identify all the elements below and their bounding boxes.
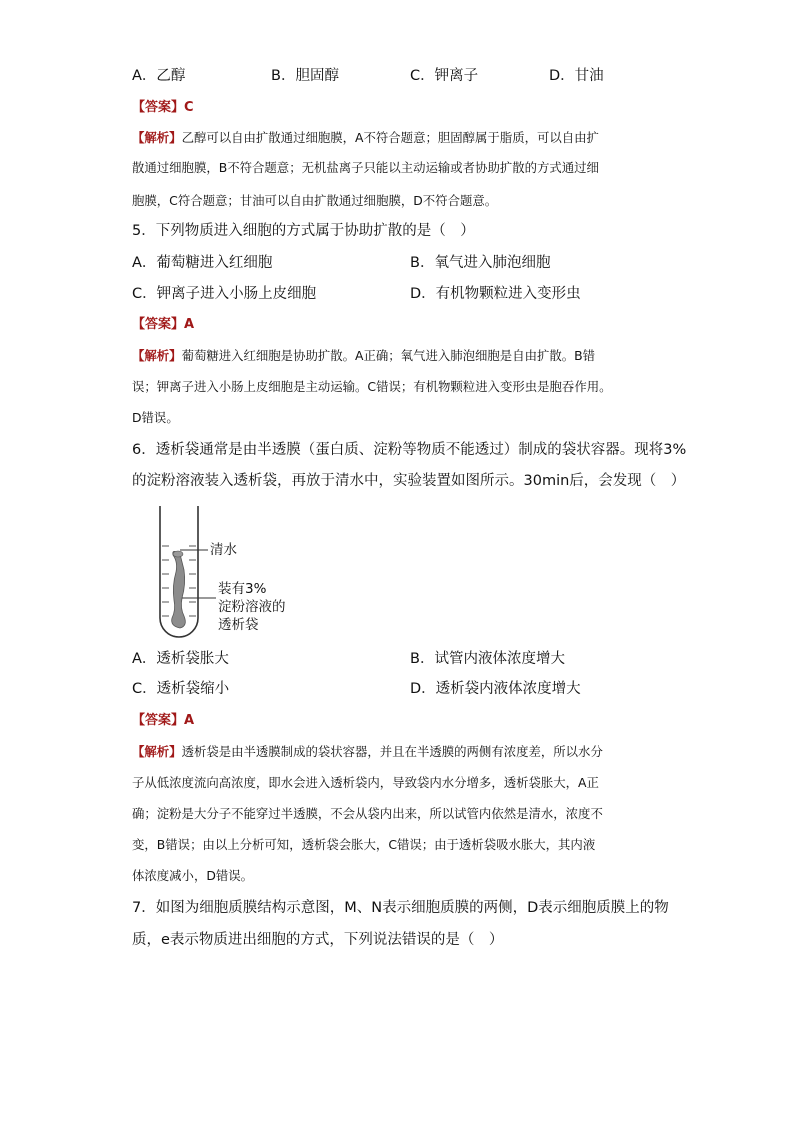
answer-tag: 【答案】 <box>132 713 185 728</box>
answer-value: A <box>184 713 195 728</box>
explanation-tag: 【解析】 <box>132 130 182 145</box>
dialysis-bag-figure <box>150 502 330 640</box>
q4-option-b: B．胆固醇 <box>271 68 339 84</box>
q4-explanation-line-2: 散通过细胞膜，B不符合题意；无机盐离子只能以主动运输或者协助扩散的方式通过细 <box>132 160 599 175</box>
answer-tag: 【答案】 <box>132 317 185 332</box>
q6-explanation-line-2: 子从低浓度流向高浓度，即水会进入透析袋内，导致袋内水分增多，透析袋胀大，A正 <box>132 775 599 790</box>
answer-tag: 【答案】 <box>132 100 185 115</box>
q5-option-b: B．氧气进入肺泡细胞 <box>410 255 551 271</box>
q6-explanation-line-3: 确；淀粉是大分子不能穿过半透膜，不会从袋内出来，所以试管内依然是清水，浓度不 <box>132 806 603 821</box>
q5-option-a: A．葡萄糖进入红细胞 <box>132 255 273 271</box>
dialysis-bag <box>172 551 186 628</box>
q6-stem-line-2: 的淀粉溶液装入透析袋，再放于清水中，实验装置如图所示。30min后，会发现（ ） <box>132 473 686 489</box>
q7-stem-line-2: 质，e表示物质进出细胞的方式，下列说法错误的是（ ） <box>132 932 504 948</box>
q4-option-a: A．乙醇 <box>132 68 186 84</box>
label-bag-line-1: 装有3% <box>218 581 267 597</box>
bag-knot <box>173 551 183 557</box>
explanation-text: 透析袋是由半透膜制成的袋状容器，并且在半透膜的两侧有浓度差，所以水分 <box>181 744 603 759</box>
q6-explanation-line-5: 体浓度减小，D错误。 <box>132 868 254 883</box>
q5-option-d: D．有机物颗粒进入变形虫 <box>410 286 581 302</box>
answer-value: A <box>184 317 195 332</box>
q6-explanation-line-1 <box>132 742 664 762</box>
q6-answer <box>132 711 194 731</box>
explanation-text: 葡萄糖进入红细胞是协助扩散。A正确；氧气进入肺泡细胞是自由扩散。B错 <box>181 348 596 363</box>
explanation-tag: 【解析】 <box>132 744 182 759</box>
answer-value: C <box>184 100 194 115</box>
q5-option-c: C．钾离子进入小肠上皮细胞 <box>132 286 317 302</box>
q6-option-b: B．试管内液体浓度增大 <box>410 651 565 667</box>
q4-explanation-line-3: 胞膜，C符合题意；甘油可以自由扩散通过细胞膜，D不符合题意。 <box>132 193 498 208</box>
explanation-text: 乙醇可以自由扩散通过细胞膜，A不符合题意；胆固醇属于脂质，可以自由扩 <box>181 130 599 145</box>
q6-explanation-line-4: 变，B错误；由以上分析可知，透析袋会胀大，C错误；由于透析袋吸水胀大，其内液 <box>132 837 596 852</box>
q6-option-a: A．透析袋胀大 <box>132 651 229 667</box>
label-water: 清水 <box>210 542 237 558</box>
q6-option-c: C．透析袋缩小 <box>132 681 230 697</box>
q5-explanation-line-3: D错误。 <box>132 410 179 425</box>
q7-stem-line-1: 7．如图为细胞质膜结构示意图，M、N表示细胞质膜的两侧，D表示细胞质膜上的物 <box>132 900 669 916</box>
explanation-tag: 【解析】 <box>132 348 182 363</box>
q6-option-d: D．透析袋内液体浓度增大 <box>410 681 581 697</box>
q4-explanation-line-1 <box>132 128 664 148</box>
q4-option-d: D．甘油 <box>549 68 604 84</box>
q5-explanation-line-2: 误；钾离子进入小肠上皮细胞是主动运输。C错误；有机物颗粒进入变形虫是胞吞作用。 <box>132 379 612 394</box>
label-bag-line-2: 淀粉溶液的 <box>218 599 286 615</box>
q5-stem: 5．下列物质进入细胞的方式属于协助扩散的是（ ） <box>132 223 475 239</box>
q6-stem-line-1: 6．透析袋通常是由半透膜（蛋白质、淀粉等物质不能透过）制成的袋状容器。现将3% <box>132 442 687 458</box>
q4-option-c: C．钾离子 <box>410 68 479 84</box>
label-bag-line-3: 透析袋 <box>218 617 259 633</box>
q4-answer <box>132 98 194 118</box>
q5-explanation-line-1 <box>132 346 664 366</box>
q5-answer <box>132 315 194 335</box>
